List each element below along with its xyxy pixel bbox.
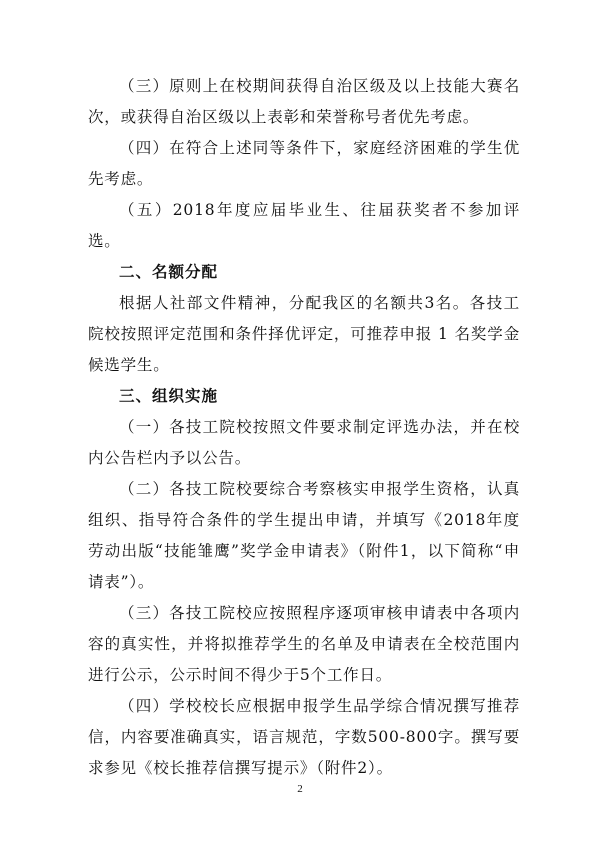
- paragraph-implementation-1: （一）各技工院校按照文件要求制定评选办法，并在校内公告栏内予以公告。: [88, 418, 520, 467]
- paragraph-implementation-3: （三）各技工院校应按照程序逐项审核申请表中各项内容的真实性，并将拟推荐学生的名单及申请表在全校范围内进行公示，公示时间不得少于5个工作日。: [88, 604, 520, 684]
- paragraph-criteria-5: （五）2018年度应届毕业生、往届获奖者不参加评选。: [88, 201, 520, 250]
- paragraph-criteria-3: （三）原则上在校期间获得自治区级及以上技能大赛名次，或获得自治区级以上表彰和荣誉称号者优先考虑。: [88, 77, 520, 126]
- document-body: [88, 71, 520, 784]
- page-number: 2: [297, 783, 303, 795]
- paragraph-quota: 根据人社部文件精神，分配我区的名额共3名。各技工院校按照评定范围和条件择优评定，可推荐申报 1 名奖学金候选学生。: [88, 294, 520, 374]
- paragraph-implementation-2: （二）各技工院校要综合考察核实申报学生资格，认真组织、指导符合条件的学生提出申请，并填写《2018年度劳动出版“技能雏鹰”奖学金申请表》（附件1，以下简称“申请表”）。: [88, 480, 520, 591]
- paragraph-implementation-4: （四）学校校长应根据申报学生品学综合情况撰写推荐信，内容要准确真实，语言规范，字数500-800字。撰写要求参见《校长推荐信撰写提示》（附件2）。: [88, 697, 520, 777]
- section-heading-implementation: 三、组织实施: [119, 387, 219, 405]
- paragraph-criteria-4: （四）在符合上述同等条件下，家庭经济困难的学生优先考虑。: [88, 139, 520, 188]
- section-heading-quota: 二、名额分配: [119, 263, 219, 281]
